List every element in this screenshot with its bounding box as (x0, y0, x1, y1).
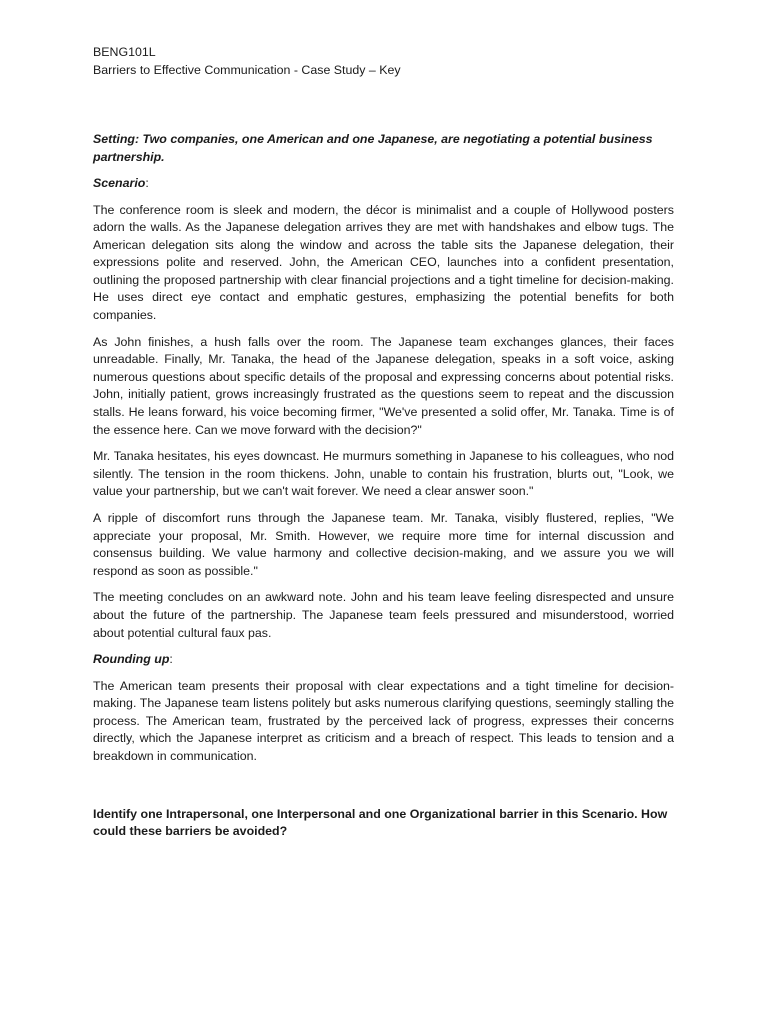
rounding-up-label: Rounding up (93, 652, 170, 667)
rounding-up-paragraph: The American team presents their proposal with clear expectations and a tight timeline for decision-making. The Japanese team listens politely but asks numerous clarifying questions, seemingly stalling the process. The American team, frustrated by the perceived lack of progress, expresses their concerns directly, which the Japanese interpret as criticism and a breach of respect. This leads to tension and a breakdown in communication. (93, 678, 674, 764)
document-page (93, 44, 674, 841)
scenario-label-colon: : (145, 176, 149, 190)
course-code: BENG101L (93, 45, 156, 59)
setting-statement: Setting: Two companies, one American and one Japanese, are negotiating a potential business partnership. (93, 132, 653, 164)
rounding-up-heading (93, 651, 674, 669)
scenario-paragraph-5: The meeting concludes on an awkward note. John and his team leave feeling disrespected and unsure about the future of the partnership. The Japanese team feels pressured and misunderstood, worried about potential cultural faux pas. (93, 590, 674, 640)
assignment-question: Identify one Intrapersonal, one Interpersonal and one Organizational barrier in this Scenario. How could these barriers be avoided? (93, 806, 668, 839)
scenario-paragraph-3: Mr. Tanaka hesitates, his eyes downcast. He murmurs something in Japanese to his colleagues, who nod silently. The tension in the room thickens. John, unable to contain his frustration, blurts out, "Look, we value your partnership, but we can't wait forever. We need a clear answer soon." (93, 449, 674, 499)
scenario-label: Scenario (93, 176, 146, 190)
rounding-up-label-colon: : (169, 652, 173, 667)
scenario-paragraph-1: The conference room is sleek and modern, the décor is minimalist and a couple of Hollywood posters adorn the walls. As the Japanese delegation arrives they are met with handshakes and elbow tugs. The American delegation sits along the window and across the table sits the Japanese delegation, their expressions polite and reserved. John, the American CEO, launches into a confident presentation, outlining the proposed partnership with clear financial projections and a tight timeline for decision-making. He uses direct eye contact and emphatic gestures, emphasizing the potential benefits for both companies. (93, 202, 674, 323)
scenario-paragraph-2: As John finishes, a hush falls over the room. The Japanese team exchanges glances, their faces unreadable. Finally, Mr. Tanaka, the head of the Japanese delegation, speaks in a soft voice, asking numerous questions about specific details of the proposal and expressing concerns about potential risks. John, initially patient, grows increasingly frustrated as the questions seem to repeat and the discussion stalls. He leans forward, his voice becoming firmer, "We've presented a solid offer, Mr. Tanaka. Time is of the essence here. Can we move forward with the decision?" (93, 334, 674, 437)
scenario-paragraph-4: A ripple of discomfort runs through the Japanese team. Mr. Tanaka, visibly flustered, replies, "We appreciate your proposal, Mr. Smith. However, we require more time for internal discussion and consensus building. We value harmony and collective decision-making, and we assure you we will respond as soon as possible." (93, 511, 674, 578)
document-title: Barriers to Effective Communication - Case Study – Key (93, 62, 401, 77)
scenario-heading (93, 175, 674, 193)
